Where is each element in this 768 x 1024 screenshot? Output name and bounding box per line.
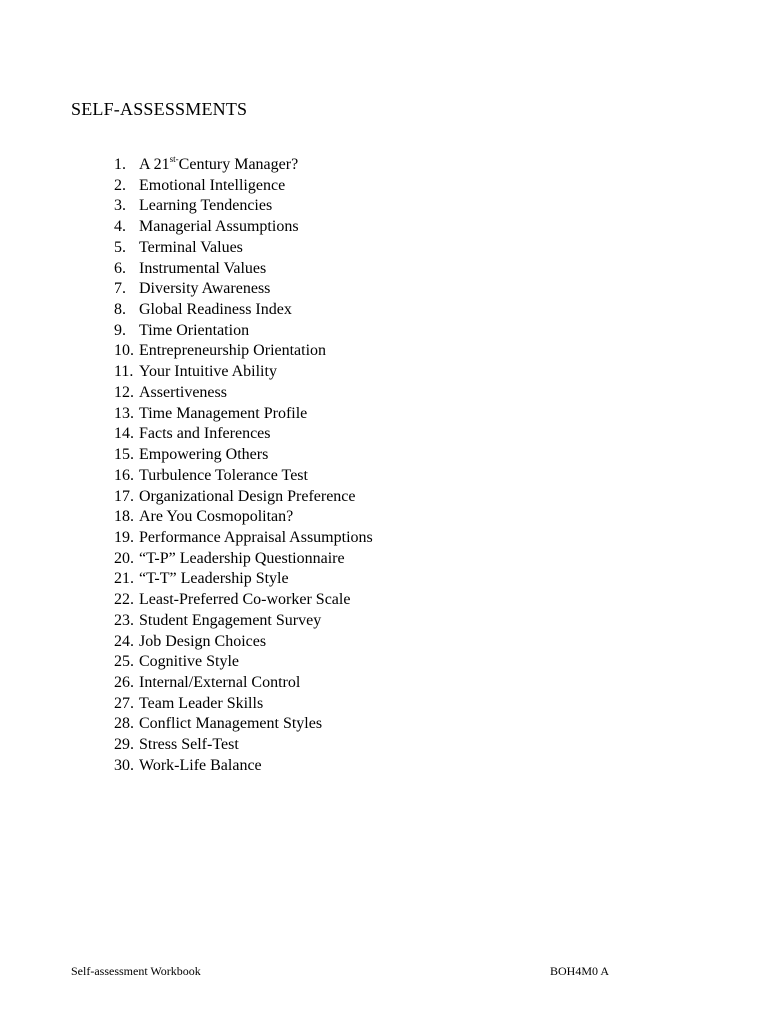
list-item [114,445,373,466]
item-number: 15. [114,446,134,464]
item-label-text: Work-Life Balance [139,756,262,774]
item-number: 8. [114,301,126,319]
item-label-text: A 21 [139,156,170,173]
item-label [139,279,270,300]
item-number: 2. [114,176,126,194]
list-item [114,404,373,425]
item-label [139,300,292,321]
item-label-text: Managerial Assumptions [139,218,299,236]
list-item [114,362,373,383]
item-label [139,694,263,715]
list-item [114,528,373,549]
item-label [139,196,272,217]
footer-right-text: BOH4M0 A [550,964,610,978]
item-label [139,549,345,570]
item-label [139,383,227,404]
item-label [139,176,285,197]
item-number: 30. [114,756,134,774]
item-number: 22. [114,591,134,609]
item-label-text: Time Orientation [139,321,250,339]
list-item [114,714,373,735]
item-label [139,673,300,694]
item-number: 23. [114,611,134,629]
item-label-text: Entrepreneurship Orientation [139,342,327,360]
item-label [139,217,299,238]
item-label [139,487,356,508]
item-number: 29. [114,736,134,754]
item-label [139,362,277,383]
item-label-text: “T-T” Leadership Style [139,570,289,588]
item-number: 19. [114,528,134,546]
item-label [139,528,373,549]
item-label-text: Empowering Others [139,446,269,464]
item-number: 5. [114,238,126,256]
item-label-text: Are You Cosmopolitan? [139,508,294,526]
item-number: 12. [114,383,134,401]
list-item [114,176,373,197]
list-item [114,673,373,694]
item-label [139,424,271,445]
list-item [114,321,373,342]
item-number: 10. [114,342,134,360]
item-number: 25. [114,653,134,671]
item-label [139,611,321,632]
list-item [114,424,373,445]
assessment-list [114,155,373,777]
list-item [114,590,373,611]
item-number: 27. [114,694,134,712]
item-number: 24. [114,632,134,650]
item-label [139,632,266,653]
item-label-text: Learning Tendencies [139,197,273,215]
list-item [114,487,373,508]
item-label [139,341,326,362]
list-item [114,652,373,673]
item-number: 6. [114,259,126,277]
item-label [139,714,322,735]
item-label [139,445,268,466]
item-label-text: Performance Appraisal Assumptions [139,528,373,546]
item-number: 17. [114,487,134,505]
item-label-superscript: st- [169,154,179,164]
list-item [114,466,373,487]
list-item [114,569,373,590]
item-number: 21. [114,570,134,588]
list-item [114,507,373,528]
item-number: 18. [114,508,134,526]
list-item [114,549,373,570]
item-label-text: Student Engagement Survey [139,611,322,629]
list-item [114,341,373,362]
item-label-text: Assertiveness [139,383,227,401]
item-number: 11. [114,363,134,381]
item-label [139,652,239,673]
item-label [139,404,307,425]
item-label [139,238,243,259]
item-label-text: Instrumental Values [139,259,267,277]
item-number: 20. [114,549,134,567]
item-number: 26. [114,673,134,691]
item-label-text: Global Readiness Index [139,301,292,319]
item-label [139,507,293,528]
list-item [114,756,373,777]
item-number: 3. [114,197,126,215]
item-label [139,590,350,611]
item-label-text: Internal/External Control [139,673,301,691]
item-number: 1. [114,156,126,173]
item-label [139,569,289,590]
item-label [139,259,266,280]
item-label-text: Emotional Intelligence [139,176,286,194]
item-label-text: Organizational Design Preference [139,487,356,505]
item-label [139,321,249,342]
item-label-text: Team Leader Skills [139,694,264,712]
item-label-text: Stress Self-Test [139,736,239,754]
item-label-text: Diversity Awareness [139,280,271,298]
item-number: 13. [114,404,134,422]
item-label-text: Time Management Profile [139,404,308,422]
list-item [114,694,373,715]
item-label [139,735,239,756]
page-title: SELF-ASSESSMENTS [71,99,248,119]
list-item [114,238,373,259]
item-number: 9. [114,321,126,339]
item-label [139,155,298,176]
list-item [114,155,373,176]
item-label-text: Least-Preferred Co-worker Scale [139,591,351,609]
item-number: 7. [114,280,126,298]
list-item [114,383,373,404]
item-number: 4. [114,218,126,236]
list-item [114,632,373,653]
item-label-text: “T-P” Leadership Questionnaire [139,549,345,567]
item-label [139,466,308,487]
list-item [114,735,373,756]
list-item [114,611,373,632]
item-label-text: Your Intuitive Ability [139,363,277,381]
item-label-text: Terminal Values [139,238,243,256]
list-item [114,196,373,217]
item-number: 28. [114,715,134,733]
item-label-text-after: Century Manager? [178,156,299,173]
item-number: 16. [114,466,134,484]
list-item [114,259,373,280]
item-label-text: Facts and Inferences [139,425,271,443]
item-label-text: Job Design Choices [139,632,267,650]
footer-left-text: Self-assessment Workbook [71,964,201,978]
item-number: 14. [114,425,134,443]
item-label [139,756,262,777]
item-label-text: Turbulence Tolerance Test [139,466,308,484]
list-item [114,279,373,300]
item-label-text: Cognitive Style [139,653,239,671]
list-item [114,300,373,321]
item-label-text: Conflict Management Styles [139,715,323,733]
list-item [114,217,373,238]
